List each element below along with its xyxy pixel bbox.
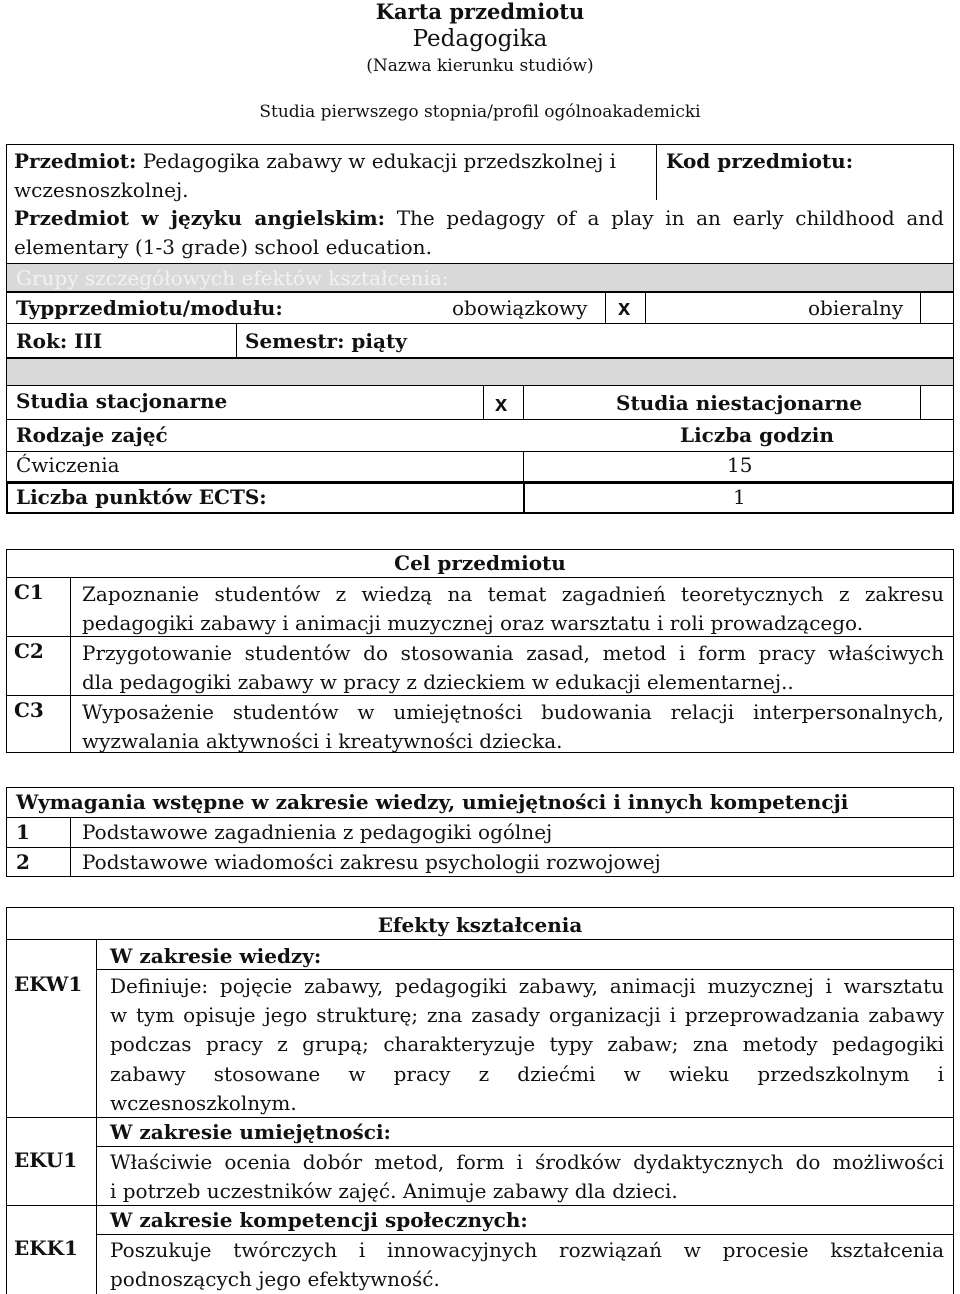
goal-c1-line2: pedagogiki zabawy i animacji muzycznej oraz warsztatu i roli prowadzącego. <box>82 611 864 635</box>
semester-label: Semestr: piąty <box>245 329 407 353</box>
ekk1-line1: Poszukuje twórczych i innowacyjnych rozwiązań w procesie kształcenia <box>110 1238 944 1262</box>
parttime-divider <box>920 386 921 420</box>
outcomes-title: Efekty kształcenia <box>377 913 583 937</box>
study-level: Studia pierwszego stopnia/profil ogólnoakademicki <box>259 102 701 122</box>
goal-code-c3: C3 <box>14 698 44 722</box>
groups-row <box>6 263 954 292</box>
prereq-num-1: 1 <box>16 820 30 844</box>
subject-name <box>14 147 616 205</box>
subject-english <box>14 204 944 262</box>
type-label: Typprzedmiotu/modułu: <box>16 296 283 320</box>
goal-c3-line2: wyzwalania aktywności i kreatywności dziecka. <box>82 729 563 753</box>
prereqs-row-divider <box>6 847 954 848</box>
social-label: W zakresie kompetencji społecznych: <box>110 1208 528 1232</box>
field-name: Pedagogika <box>412 26 548 52</box>
subject-name-line2: wczesnoszkolnej. <box>14 178 189 202</box>
subject-name-line1: Pedagogika zabawy w edukacji przedszkolnej i <box>142 149 617 173</box>
goals-title-line <box>6 577 954 578</box>
card-title: Karta przedmiotu <box>375 0 585 24</box>
ekk1-text <box>110 1236 944 1294</box>
ekw1-line4: zabawy stosowane w pracy z dziećmi w wieku przedszkolnym i <box>110 1061 944 1086</box>
ekw1-text <box>110 972 944 1118</box>
goal-text-c2 <box>82 639 944 697</box>
year-row <box>6 324 954 358</box>
goal-code-c2: C2 <box>14 639 44 663</box>
class-types-label: Rodzaje zajęć <box>16 423 168 447</box>
goal-c2-line1: Przygotowanie studentów do stosowania zasad, metod i form pracy właściwych <box>82 641 944 665</box>
goal-text-c1 <box>82 580 944 638</box>
class-name: Ćwiczenia <box>16 453 120 477</box>
ects-divider <box>523 482 525 514</box>
knowledge-label: W zakresie wiedzy: <box>110 944 322 968</box>
mandatory-divider-left <box>605 292 606 324</box>
fulltime-divider-right <box>523 386 524 420</box>
optional-divider <box>920 292 921 324</box>
fulltime-label: Studia stacjonarne <box>16 389 228 413</box>
eku1-line2: i potrzeb uczestników zajęć. Animuje zabawy dla dzieci. <box>110 1179 678 1204</box>
subject-label: Przedmiot: <box>14 149 137 173</box>
ects-value: 1 <box>733 485 746 509</box>
ekw1-line2: w tym opisuje jego strukturę; zna zasady organizacji i przeprowadzania zabawy <box>110 1003 944 1028</box>
prereq-num-2: 2 <box>16 850 30 874</box>
knowledge-label-line <box>96 969 954 970</box>
eku1-code: EKU1 <box>14 1148 78 1172</box>
year-divider <box>236 324 237 358</box>
document-header <box>0 0 960 124</box>
prereqs-title: Wymagania wstępne w zakresie wiedzy, umiejętności i innych kompetencji <box>16 790 849 814</box>
mandatory-mark: x <box>618 295 631 320</box>
groups-label: Grupy szczegółowych efektów kształcenia: <box>16 266 449 290</box>
ekk1-line2: podnoszących jego efektywność. <box>110 1267 440 1292</box>
year-label: Rok: III <box>16 329 103 353</box>
spacer-row <box>6 358 954 386</box>
english-line1: The pedagogy of a play in an early childhood and <box>396 206 944 230</box>
goal-c1-line1: Zapoznanie studentów z wiedzą na temat zagadnień teoretycznych z zakresu <box>82 582 944 606</box>
english-label: Przedmiot w języku angielskim: <box>14 206 386 230</box>
english-line2: elementary (1-3 grade) school education. <box>14 235 432 259</box>
social-label-line <box>96 1234 954 1235</box>
optional-label: obieralny <box>808 296 904 320</box>
goal-c3-line1: Wyposażenie studentów w umiejętności budowania relacji interpersonalnych, <box>82 700 944 724</box>
ekk1-code: EKK1 <box>14 1236 78 1260</box>
prereq-text-2: Podstawowe wiadomości zakresu psychologii rozwojowej <box>82 850 661 874</box>
skills-label: W zakresie umiejętności: <box>110 1120 391 1144</box>
fulltime-mark: x <box>495 391 508 416</box>
mandatory-divider-right <box>645 292 646 324</box>
goal-text-c3 <box>82 698 944 756</box>
goal-c2-line2: dla pedagogiki zabawy w pracy z dzieckiem w edukacji elementarnej.. <box>82 670 794 694</box>
field-note: (Nazwa kierunku studiów) <box>366 56 594 76</box>
class-divider <box>523 452 524 482</box>
eku1-text <box>110 1148 944 1206</box>
ekw1-line1: Definiuje: pojęcie zabawy, pedagogiki zabawy, animacji muzycznej i warsztatu <box>110 974 944 998</box>
ekw1-line3: podczas pracy z grupą; charakteryzuje typy zabaw; zna metody pedagogiki <box>110 1032 944 1057</box>
fulltime-divider-left <box>483 386 484 420</box>
class-row <box>6 452 954 482</box>
hours-label: Liczba godzin <box>680 423 834 447</box>
eku1-line1: Właściwie ocenia dobór metod, form i środków dydaktycznych do możliwości <box>110 1150 944 1174</box>
prereqs-title-line <box>6 817 954 818</box>
outcomes-title-line <box>6 939 954 940</box>
subject-divider <box>656 144 657 200</box>
ekw1-line5: wczesnoszkolnym. <box>110 1090 297 1115</box>
skills-label-line <box>96 1146 954 1147</box>
mandatory-label: obowiązkowy <box>452 296 588 320</box>
goals-col-divider <box>70 577 71 753</box>
class-hours: 15 <box>727 453 753 477</box>
prereq-text-1: Podstawowe zagadnienia z pedagogiki ogólnej <box>82 820 553 844</box>
ekw1-code: EKW1 <box>14 972 83 996</box>
parttime-label: Studia niestacjonarne <box>616 391 863 415</box>
goals-title: Cel przedmiotu <box>394 551 566 575</box>
ects-label: Liczba punktów ECTS: <box>16 485 267 509</box>
goal-code-c1: C1 <box>14 580 44 604</box>
subject-code-label: Kod przedmiotu: <box>666 149 854 173</box>
